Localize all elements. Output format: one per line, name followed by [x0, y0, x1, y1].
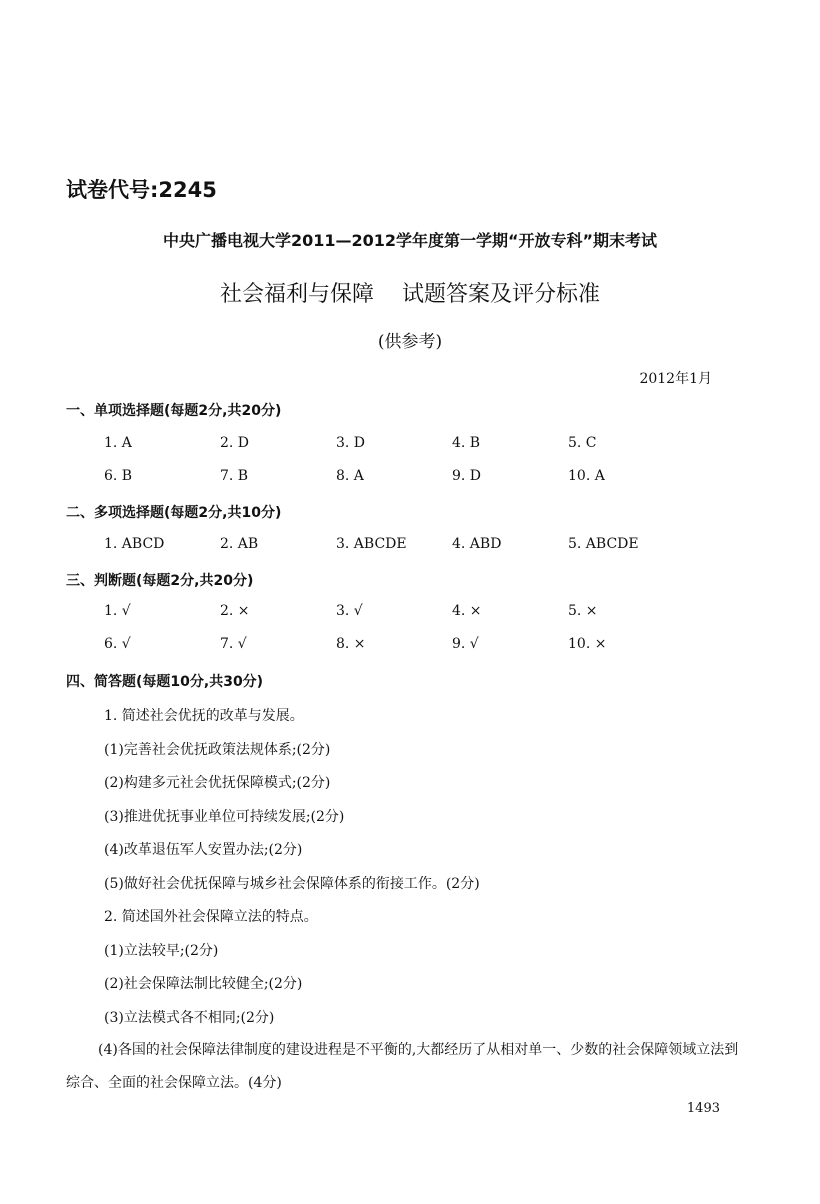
answer-item: 3. ABCDE: [336, 536, 407, 552]
answer-item: 3. √: [336, 603, 363, 619]
page-number: 1493: [686, 1101, 720, 1116]
answer-item: 9. √: [452, 636, 479, 652]
answer-item: 5. C: [568, 435, 597, 451]
answer-item: 6. B: [104, 468, 133, 484]
answer-point: (1)完善社会优抚政策法规体系;(2分): [104, 742, 331, 758]
answer-point: (2)社会保障法制比较健全;(2分): [104, 976, 303, 992]
answer-item: 6. √: [104, 636, 131, 652]
section-2-heading: 二、多项选择题(每题2分,共10分): [66, 505, 282, 521]
answer-item: 7. B: [220, 468, 249, 484]
answer-item: 8. A: [336, 468, 364, 484]
answer-item: 5. ×: [568, 603, 598, 619]
answer-point: (3)立法模式各不相同;(2分): [104, 1010, 275, 1026]
exam-date: 2012年1月: [639, 371, 712, 387]
answer-item: 2. AB: [220, 536, 259, 552]
section-1-heading: 一、单项选择题(每题2分,共20分): [66, 403, 282, 419]
answer-item: 4. ABD: [452, 536, 502, 552]
title-subtitle: 试题答案及评分标准: [402, 282, 601, 307]
question-1: 1. 简述社会优抚的改革与发展。: [104, 708, 304, 724]
answer-item: 5. ABCDE: [568, 536, 639, 552]
section-4-heading: 四、简答题(每题10分,共30分): [66, 674, 264, 690]
answer-item: 8. ×: [336, 636, 366, 652]
answer-item: 4. ×: [452, 603, 482, 619]
answer-point: (5)做好社会优抚保障与城乡社会保障体系的衔接工作。(2分): [104, 876, 480, 892]
page-title: [0, 277, 820, 308]
answer-item: 10. A: [568, 468, 605, 484]
answer-item: 3. D: [336, 435, 366, 451]
answer-point: (3)推进优抚事业单位可持续发展;(2分): [104, 809, 345, 825]
question-2: 2. 简述国外社会保障立法的特点。: [104, 909, 318, 925]
answer-item: 4. B: [452, 435, 481, 451]
answer-point-long: (4)各国的社会保障法律制度的建设进程是不平衡的,大都经历了从相对单一、少数的社会保障领域立法到综合、全面的社会保障立法。(4分): [66, 1042, 739, 1091]
section-3-heading: 三、判断题(每题2分,共20分): [66, 573, 254, 589]
answer-point: (1)立法较早;(2分): [104, 943, 219, 959]
answer-item: 1. ABCD: [104, 536, 165, 552]
answer-item: 9. D: [452, 468, 482, 484]
answer-item: 7. √: [220, 636, 247, 652]
answer-item: 2. ×: [220, 603, 250, 619]
answer-item: 1. √: [104, 603, 131, 619]
answer-item: 2. D: [220, 435, 250, 451]
exam-header: 中央广播电视大学2011—2012学年度第一学期“开放专科”期末考试: [162, 231, 658, 250]
course-name: 社会福利与保障: [219, 282, 374, 307]
exam-code: 试卷代号:2245: [66, 178, 217, 202]
answer-point: (2)构建多元社会优抚保障模式;(2分): [104, 775, 331, 791]
reference-note: (供参考): [377, 332, 443, 352]
answer-item: 10. ×: [568, 636, 607, 652]
answer-point: (4)改革退伍军人安置办法;(2分): [104, 842, 303, 858]
answer-item: 1. A: [104, 435, 132, 451]
